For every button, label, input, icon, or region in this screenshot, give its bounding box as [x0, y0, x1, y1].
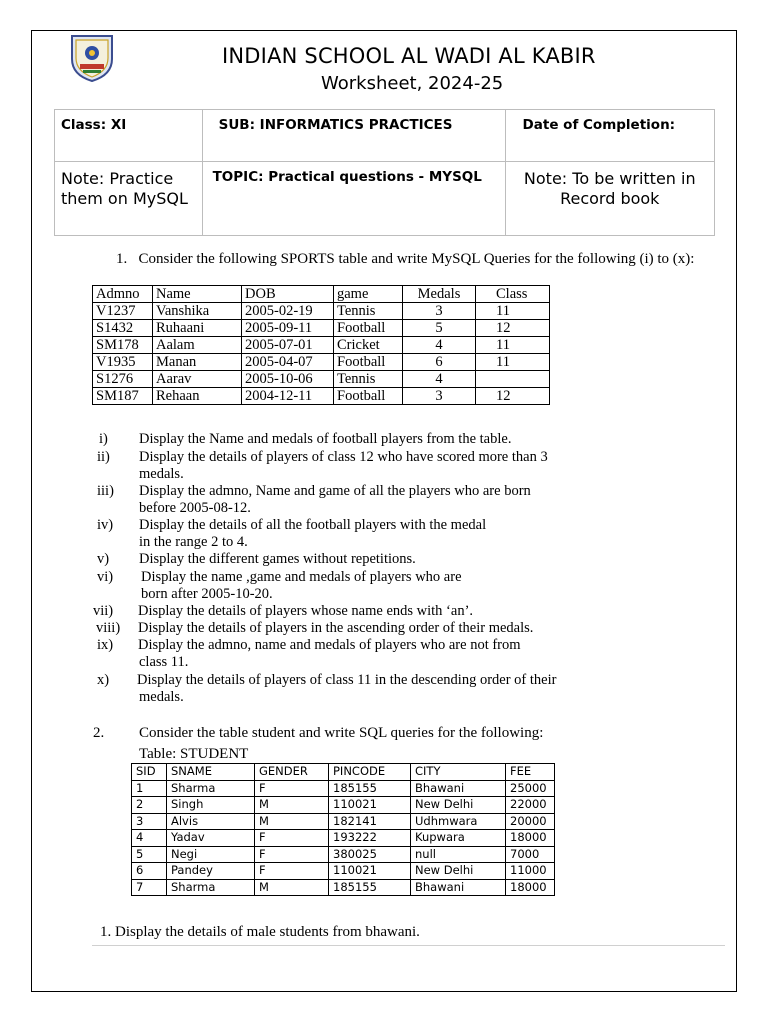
table-cell: 6: [403, 354, 476, 371]
table-cell: New Delhi: [411, 797, 506, 814]
class-label: Class: XI: [61, 117, 127, 133]
table-cell: 2004-12-11: [242, 388, 334, 405]
table-cell: 2005-09-11: [242, 320, 334, 337]
subquestion-number: i): [99, 431, 108, 447]
subquestion-text: before 2005-08-12.: [139, 500, 251, 516]
table-cell: Cricket: [334, 337, 403, 354]
table-cell: Rehaan: [153, 388, 242, 405]
question-2-first-query: 1. Display the details of male students from bhawani.: [100, 924, 420, 940]
table-header-cell: SNAME: [167, 764, 255, 781]
table-cell: 25000: [506, 780, 555, 797]
table-header-cell: PINCODE: [329, 764, 411, 781]
question-1: [116, 251, 694, 268]
table-cell: F: [255, 863, 329, 880]
table-cell: 193222: [329, 830, 411, 847]
subquestion-number: vii): [93, 603, 114, 619]
table-cell: 11000: [506, 863, 555, 880]
table-cell: Ruhaani: [153, 320, 242, 337]
table-cell: 2005-04-07: [242, 354, 334, 371]
table-row: [93, 337, 550, 354]
topic-label: TOPIC: Practical questions - MYSQL: [212, 169, 482, 185]
subquestion-number: ii): [97, 449, 110, 465]
subquestion-number: iv): [97, 517, 114, 533]
table-cell: Aalam: [153, 337, 242, 354]
subquestion-text: Display the details of players of class 12 who have scored more than 3: [139, 449, 548, 465]
table-cell: 2: [132, 797, 167, 814]
subquestion-text: Display the details of players in the ascending order of their medals.: [138, 620, 534, 636]
subquestion-number: ix): [97, 637, 114, 653]
table-cell: S1276: [93, 371, 153, 388]
table-row: [93, 354, 550, 371]
table-cell: 110021: [329, 797, 411, 814]
table-cell: Tennis: [334, 303, 403, 320]
question-1-number: 1.: [116, 251, 128, 267]
table-header-cell: Class: [476, 286, 550, 303]
table-cell: 6: [132, 863, 167, 880]
school-name: INDIAN SCHOOL AL WADI AL KABIR: [222, 44, 596, 68]
table-row: [93, 320, 550, 337]
table-cell: 7: [132, 879, 167, 896]
table-header-cell: SID: [132, 764, 167, 781]
table-cell: Aarav: [153, 371, 242, 388]
table-cell: F: [255, 830, 329, 847]
table-cell: 5: [403, 320, 476, 337]
table-cell: Sharma: [167, 780, 255, 797]
table-row: [132, 879, 555, 896]
table-cell: Football: [334, 354, 403, 371]
table-cell: 4: [132, 830, 167, 847]
table-cell: M: [255, 797, 329, 814]
table-cell: 380025: [329, 846, 411, 863]
table-row: [132, 830, 555, 847]
table-cell: 12: [476, 388, 550, 405]
subquestion-number: v): [97, 551, 110, 567]
table-cell: M: [255, 813, 329, 830]
table-cell: F: [255, 780, 329, 797]
table-header-cell: FEE: [506, 764, 555, 781]
table-cell: Singh: [167, 797, 255, 814]
table-cell: M: [255, 879, 329, 896]
table-header-cell: game: [334, 286, 403, 303]
subquestion-number: viii): [96, 620, 121, 636]
table-cell: 11: [476, 337, 550, 354]
table-cell: 3: [403, 303, 476, 320]
subquestion-number: x): [97, 672, 110, 688]
table-cell: Football: [334, 320, 403, 337]
table-cell: Football: [334, 388, 403, 405]
subquestion-number: iii): [97, 483, 114, 499]
table-row: [132, 797, 555, 814]
table-cell: Yadav: [167, 830, 255, 847]
subject-label: SUB: INFORMATICS PRACTICES: [218, 117, 453, 133]
subquestion-text: Display the name ,game and medals of players who are: [141, 569, 462, 585]
table-cell: 22000: [506, 797, 555, 814]
table-cell: 2005-10-06: [242, 371, 334, 388]
table-caption: Table: STUDENT: [139, 746, 249, 762]
table-cell: 7000: [506, 846, 555, 863]
subquestion-text: Display the details of players of class 11 in the descending order of their: [137, 672, 557, 688]
table-cell: New Delhi: [411, 863, 506, 880]
table-cell: SM187: [93, 388, 153, 405]
table-cell: Alvis: [167, 813, 255, 830]
subquestion-text: Display the admno, Name and game of all the players who are born: [139, 483, 531, 499]
table-cell: 4: [403, 371, 476, 388]
table-cell: 20000: [506, 813, 555, 830]
table-cell: 1: [132, 780, 167, 797]
table-cell: 185155: [329, 879, 411, 896]
table-cell: [476, 371, 550, 388]
table-cell: 18000: [506, 830, 555, 847]
table-cell: Negi: [167, 846, 255, 863]
table-cell: Udhmwara: [411, 813, 506, 830]
subquestion-text: class 11.: [139, 654, 189, 670]
question-1-text: Consider the following SPORTS table and write MySQL Queries for the following (i) to (x):: [138, 251, 695, 267]
table-cell: 3: [403, 388, 476, 405]
table-cell: Tennis: [334, 371, 403, 388]
sports-table: [92, 285, 550, 405]
table-cell: Kupwara: [411, 830, 506, 847]
question-2-text: Consider the table student and write SQL queries for the following:: [139, 725, 544, 741]
date-of-completion-label: Date of Completion:: [522, 117, 676, 133]
table-cell: 4: [403, 337, 476, 354]
table-cell: 12: [476, 320, 550, 337]
table-row: [93, 371, 550, 388]
table-cell: 2005-07-01: [242, 337, 334, 354]
table-cell: 110021: [329, 863, 411, 880]
worksheet-title: Worksheet, 2024-25: [321, 73, 504, 94]
table-cell: Bhawani: [411, 780, 506, 797]
table-cell: V1935: [93, 354, 153, 371]
table-cell: Vanshika: [153, 303, 242, 320]
subquestion-text: in the range 2 to 4.: [139, 534, 248, 550]
table-header-row: [132, 764, 555, 781]
table-cell: 11: [476, 354, 550, 371]
divider: [92, 945, 725, 946]
table-row: [93, 388, 550, 405]
table-cell: 185155: [329, 780, 411, 797]
table-header-row: [93, 286, 550, 303]
student-table: [131, 763, 555, 896]
table-header-cell: Medals: [403, 286, 476, 303]
table-row: [132, 863, 555, 880]
table-header-cell: Name: [153, 286, 242, 303]
table-cell: V1237: [93, 303, 153, 320]
subquestion-text: medals.: [139, 689, 184, 705]
table-cell: F: [255, 846, 329, 863]
info-table: [54, 109, 715, 236]
table-cell: Pandey: [167, 863, 255, 880]
table-cell: S1432: [93, 320, 153, 337]
subquestion-text: medals.: [139, 466, 184, 482]
table-row: [132, 780, 555, 797]
table-cell: 3: [132, 813, 167, 830]
table-header-cell: GENDER: [255, 764, 329, 781]
table-cell: 182141: [329, 813, 411, 830]
table-row: [132, 846, 555, 863]
table-cell: Manan: [153, 354, 242, 371]
question-2-number: 2.: [93, 725, 105, 741]
subquestion-text: Display the Name and medals of football players from the table.: [139, 431, 512, 447]
table-cell: 18000: [506, 879, 555, 896]
table-cell: null: [411, 846, 506, 863]
table-cell: Sharma: [167, 879, 255, 896]
table-header-cell: Admno: [93, 286, 153, 303]
subquestion-text: Display the different games without repetitions.: [139, 551, 416, 567]
table-cell: 2005-02-19: [242, 303, 334, 320]
table-cell: Bhawani: [411, 879, 506, 896]
table-header-cell: DOB: [242, 286, 334, 303]
subquestion-text: Display the details of players whose name ends with ‘an’.: [138, 603, 474, 619]
subquestion-text: born after 2005-10-20.: [141, 586, 273, 602]
table-row: [132, 813, 555, 830]
subquestion-number: vi): [97, 569, 114, 585]
table-row: [93, 303, 550, 320]
table-header-cell: CITY: [411, 764, 506, 781]
table-cell: SM178: [93, 337, 153, 354]
note-practice: Note: Practice them on MySQL: [61, 169, 188, 208]
school-logo: [66, 33, 118, 83]
note-record: Note: To be written in Record book: [523, 169, 696, 208]
table-cell: 5: [132, 846, 167, 863]
subquestion-text: Display the admno, name and medals of players who are not from: [138, 637, 521, 653]
table-cell: 11: [476, 303, 550, 320]
subquestion-text: Display the details of all the football players with the medal: [139, 517, 487, 533]
